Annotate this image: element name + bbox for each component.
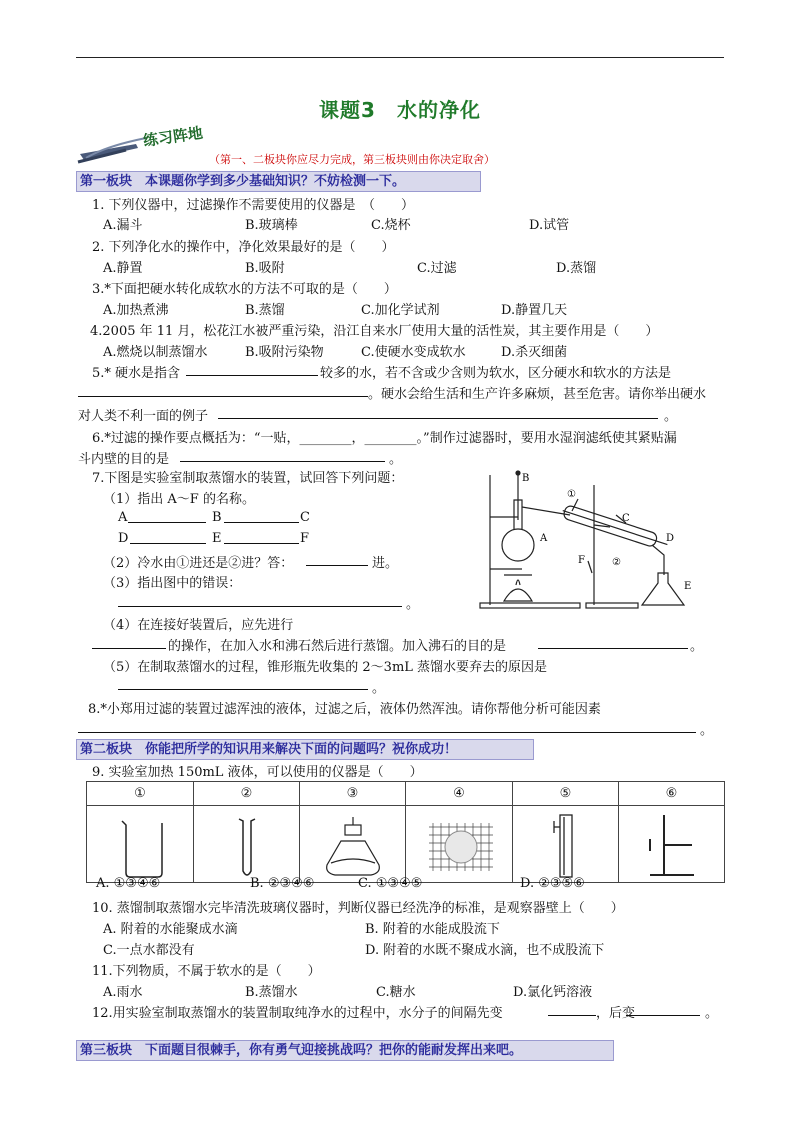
test-tube-clamp-image bbox=[513, 806, 619, 883]
q9-header-6: ⑥ bbox=[619, 782, 725, 806]
q9-option-c: C. ①③④⑤ bbox=[358, 876, 423, 891]
q10-option-c: C.一点水都没有 bbox=[103, 943, 195, 958]
q7-blank-2 bbox=[306, 565, 368, 566]
q3-option-b: B.蒸馏 bbox=[245, 303, 285, 318]
q8-line1: 8.*小郑用过滤的装置过滤浑浊的液体，过滤之后，液体仍然浑浊。请你帮他分析可能因素 bbox=[88, 702, 601, 717]
q5-line3-end: 。 bbox=[664, 409, 678, 424]
q7-sub5: （5）在制取蒸馏水的过程，锥形瓶先收集的 2～3mL 蒸馏水要弃去的原因是 bbox=[103, 660, 548, 675]
alcohol-lamp-image bbox=[300, 806, 406, 883]
fig-label-f: F bbox=[578, 555, 585, 566]
q7-sub1: （1）指出 A～F 的名称。 bbox=[103, 492, 255, 507]
q5-line1a: 5.* 硬水是指含 bbox=[92, 366, 181, 381]
q7-blank-4b bbox=[538, 648, 688, 649]
q5-blank-2 bbox=[78, 396, 368, 397]
fig-label-d: D bbox=[666, 533, 675, 544]
q4-option-c: C.使硬水变成软水 bbox=[361, 345, 466, 360]
q9-option-b: B. ②③④⑥ bbox=[250, 876, 315, 891]
q8-blank bbox=[78, 732, 696, 733]
q11-option-b: B.蒸馏水 bbox=[245, 985, 298, 1000]
fig-label-a: A bbox=[540, 533, 548, 544]
q2-stem: 2. 下列净化水的操作中，净化效果最好的是（ ） bbox=[92, 240, 395, 255]
svg-text:练习阵地: 练习阵地 bbox=[142, 124, 204, 150]
logo bbox=[76, 124, 208, 168]
q2-option-c: C.过滤 bbox=[417, 261, 457, 276]
q7-blank-e bbox=[224, 543, 299, 544]
fig-label-2: ② bbox=[612, 557, 621, 568]
q12-text: 12.用实验室制取蒸馏水的装置制取纯净水的过程中，水分子的间隔先变 bbox=[92, 1006, 503, 1021]
q8-end: 。 bbox=[700, 723, 714, 738]
q11-stem: 11.下列物质，不属于软水的是（ ） bbox=[92, 964, 321, 979]
q10-stem: 10. 蒸馏制取蒸馏水完毕清洗玻璃仪器时，判断仪器已经洗净的标准，是观察器壁上（ ） bbox=[92, 901, 624, 916]
q11-option-c: C.糖水 bbox=[376, 985, 416, 1000]
q1-option-a: A.漏斗 bbox=[103, 218, 143, 233]
q7-blank-4a bbox=[92, 648, 166, 649]
q9-apparatus-table bbox=[86, 781, 725, 883]
q7-label-e: E bbox=[212, 531, 222, 546]
q9-stem: 9. 实验室加热 150mL 液体，可以使用的仪器是（ ） bbox=[92, 765, 423, 780]
q7-label-f: F bbox=[300, 531, 310, 546]
q7-stem: 7.下图是实验室制取蒸馏水的装置，试回答下列问题： bbox=[92, 471, 404, 486]
q3-option-c: C.加化学试剂 bbox=[361, 303, 440, 318]
q6-blank bbox=[180, 461, 385, 462]
q11-option-a: A.雨水 bbox=[103, 985, 143, 1000]
q1-stem: 1. 下列仪器中，过滤操作不需要使用的仪器是 （ ） bbox=[92, 198, 415, 213]
q7-label-c: C bbox=[300, 510, 310, 525]
q10-option-d: D. 附着的水既不聚成水滴，也不成股流下 bbox=[365, 943, 605, 958]
q7-sub3: （3）指出图中的错误： bbox=[103, 576, 242, 591]
test-tube-image bbox=[194, 806, 300, 883]
q1-option-c: C.烧杯 bbox=[371, 218, 411, 233]
fig-label-e: E bbox=[684, 581, 692, 592]
q9-header-4: ④ bbox=[406, 782, 513, 806]
q10-option-b: B. 附着的水能成股流下 bbox=[365, 922, 500, 937]
q9-option-a: A. ①③④⑥ bbox=[96, 876, 161, 891]
q5-blank-1 bbox=[186, 375, 318, 376]
q7-blank-5 bbox=[118, 689, 368, 690]
q9-header-3: ③ bbox=[300, 782, 406, 806]
q5-blank-3 bbox=[218, 418, 658, 419]
beaker-image bbox=[87, 806, 194, 883]
wire-gauze-image bbox=[406, 806, 513, 883]
fig-label-b: B bbox=[522, 473, 530, 484]
q12-blank-2 bbox=[626, 1015, 700, 1016]
q3-option-d: D.静置几天 bbox=[501, 303, 568, 318]
section-1-header: 第一板块 本课题你学到多少基础知识？不妨检测一下。 bbox=[76, 171, 481, 192]
q6-line2-end: 。 bbox=[389, 452, 403, 467]
section-2-header: 第二板块 你能把所学的知识用来解决下面的问题吗？祝你成功！ bbox=[76, 739, 534, 760]
page-title: 课题3 水的净化 bbox=[319, 98, 481, 122]
q2-option-b: B.吸附 bbox=[245, 261, 285, 276]
q7-blank-d bbox=[130, 543, 206, 544]
q1-option-b: B.玻璃棒 bbox=[245, 218, 298, 233]
q2-option-a: A.静置 bbox=[103, 261, 143, 276]
section-3-header: 第三板块 下面题目很棘手，你有勇气迎接挑战吗？把你的能耐发挥出来吧。 bbox=[76, 1040, 614, 1061]
q5-line2: 。硬水会给生活和生产许多麻烦，甚至危害。请你举出硬水 bbox=[368, 387, 707, 402]
header-rule bbox=[76, 57, 724, 58]
q9-header-1: ① bbox=[87, 782, 194, 806]
fig-label-1: ① bbox=[567, 489, 576, 500]
q12-text-b: ，后变 bbox=[596, 1006, 636, 1021]
instruction-note: （第一、二板块你应尽力完成，第三板块则由你决定取舍） bbox=[209, 153, 495, 166]
fig-label-c: C bbox=[622, 513, 630, 524]
q7-blank-b bbox=[224, 522, 299, 523]
q7-sub3-end: 。 bbox=[406, 597, 420, 612]
q5-line3: 对人类不利一面的例子 bbox=[78, 409, 209, 424]
q7-label-b: B bbox=[212, 510, 222, 525]
q1-option-d: D.试管 bbox=[529, 218, 570, 233]
q2-option-d: D.蒸馏 bbox=[556, 261, 597, 276]
q7-label-d: D bbox=[118, 531, 129, 546]
q10-option-a: A. 附着的水能聚成水滴 bbox=[103, 922, 238, 937]
q7-sub2-end: 进。 bbox=[372, 556, 399, 571]
q7-blank-a bbox=[128, 522, 206, 523]
q6-line2: 斗内壁的目的是 bbox=[78, 452, 170, 467]
q4-option-b: B.吸附污染物 bbox=[245, 345, 324, 360]
q12-end: 。 bbox=[705, 1006, 719, 1021]
q9-option-d: D. ②③⑤⑥ bbox=[520, 876, 585, 891]
q12-blank-1 bbox=[548, 1015, 596, 1016]
q7-blank-3 bbox=[118, 606, 402, 607]
q3-stem: 3.*下面把硬水转化成软水的方法不可取的是（ ） bbox=[92, 282, 397, 297]
q5-line1b: 较多的水，若不含或少含则为软水，区分硬水和软水的方法是 bbox=[320, 366, 672, 381]
q9-header-5: ⑤ bbox=[513, 782, 619, 806]
q7-sub4-end: 。 bbox=[690, 639, 704, 654]
q9-header-2: ② bbox=[194, 782, 300, 806]
q4-stem: 4.2005 年 11 月，松花江水被严重污染，沿江自来水厂使用大量的活性炭，其主要作用是（ ） bbox=[90, 324, 659, 339]
iron-stand-image bbox=[619, 806, 725, 883]
distillation-apparatus-figure bbox=[470, 465, 710, 615]
q6-line1: 6.*过滤的操作要点概括为：“一贴，________，________。”制作过滤器时，要用水湿润滤纸使其紧贴漏 bbox=[92, 431, 677, 446]
q11-option-d: D.氯化钙溶液 bbox=[513, 985, 593, 1000]
q3-option-a: A.加热煮沸 bbox=[103, 303, 169, 318]
q7-sub4: （4）在连接好装置后，应先进行 bbox=[103, 618, 294, 633]
q4-option-a: A.燃烧以制蒸馏水 bbox=[103, 345, 208, 360]
q7-sub4-b: 的操作，在加入水和沸石然后进行蒸馏。加入沸石的目的是 bbox=[168, 639, 507, 654]
q7-sub2: （2）冷水由①进还是②进？答： bbox=[103, 556, 294, 571]
q7-sub5-end: 。 bbox=[372, 681, 386, 696]
q7-label-a: A bbox=[118, 510, 128, 525]
q4-option-d: D.杀灭细菌 bbox=[501, 345, 568, 360]
